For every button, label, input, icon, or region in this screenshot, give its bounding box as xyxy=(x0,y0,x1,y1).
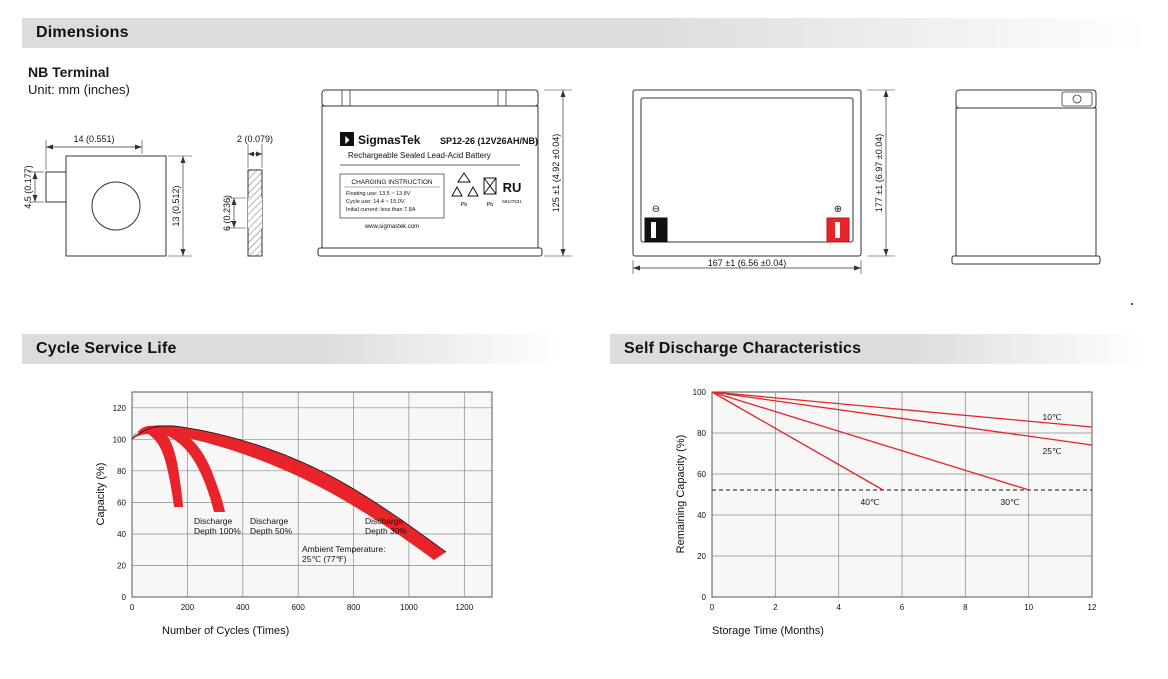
dim-battery-height: 125 ±1 (4.92 ±0.04) xyxy=(551,133,561,213)
dim-battery-depth: 177 ±1 (6.97 ±0.04) xyxy=(874,133,884,213)
cycle-ytick-100: 100 xyxy=(112,435,126,445)
chart-self-discharge xyxy=(612,372,1152,667)
figure-battery-front-view xyxy=(300,70,600,295)
cycle-xtick-1200: 1200 xyxy=(455,603,474,612)
self-ytick-40: 40 xyxy=(697,511,706,520)
section-title-dimensions: Dimensions xyxy=(36,24,129,41)
self-xtick-2: 2 xyxy=(773,603,778,612)
self-ytick-80: 80 xyxy=(697,429,706,438)
self-xtick-6: 6 xyxy=(899,603,905,612)
cycle-ytick-0: 0 xyxy=(121,593,126,602)
cycle-xtick-400: 400 xyxy=(236,603,250,612)
self-xtick-8: 8 xyxy=(963,603,968,612)
battery-model: SP12-26 (12V26AH/NB) xyxy=(440,136,539,146)
self-ytick-100: 100 xyxy=(692,388,706,397)
dim-side-left: 6 (0.236) xyxy=(222,194,232,232)
cycle-xtick-200: 200 xyxy=(180,603,195,612)
self-xtick-0: 0 xyxy=(709,603,715,612)
cycle-xtick-800: 800 xyxy=(346,603,361,612)
self-discharge-label-10c: 10℃ xyxy=(1042,412,1062,422)
figure-battery-top-view xyxy=(615,70,915,295)
dim-terminal-right: 13 (0.512) xyxy=(171,185,181,227)
cycle-xlabel: Number of Cycles (Times) xyxy=(162,625,290,637)
charging-instruction-line-1: Floating use: 13.5 ~ 13.8V xyxy=(346,191,411,197)
cycle-annotation-30-line2: Depth 30% xyxy=(365,526,408,536)
cycle-ytick-60: 60 xyxy=(117,498,126,508)
mark-file-number: MH27631 xyxy=(502,199,522,204)
self-ytick-0: 0 xyxy=(701,593,706,602)
cycle-annotation-100-line2: Depth 100% xyxy=(194,526,241,536)
unit-line: Unit: mm (inches) xyxy=(28,82,130,97)
battery-subtitle: Rechargeable Sealed Lead-Acid Battery xyxy=(348,151,491,160)
dim-terminal-left: 4.5 (0.177) xyxy=(23,165,33,209)
self-ytick-60: 60 xyxy=(697,470,706,479)
cycle-annotation-30-line1: Discharge xyxy=(365,516,404,526)
battery-brand: SigmasTek xyxy=(358,133,421,147)
dim-terminal-top: 14 (0.551) xyxy=(73,134,115,144)
section-header-self-discharge xyxy=(610,334,1146,364)
chart-cycle-service-life xyxy=(22,372,562,667)
charging-instruction-title: CHARGING INSTRUCTION xyxy=(351,179,433,186)
cycle-annotation-temp-line2: 25℃ (77℉) xyxy=(302,554,347,564)
dim-side-top: 2 (0.079) xyxy=(236,134,274,144)
self-xlabel: Storage Time (Months) xyxy=(712,625,824,637)
terminal-type-heading: NB Terminal xyxy=(28,64,110,80)
svg-text:⏵: ⏵ xyxy=(344,135,350,147)
charging-instruction-line-3: Initial current: less than 7.8A xyxy=(346,207,416,213)
self-xtick-10: 10 xyxy=(1024,603,1034,612)
cycle-ylabel: Capacity (%) xyxy=(95,462,107,526)
self-ytick-20: 20 xyxy=(697,552,706,561)
cycle-ytick-40: 40 xyxy=(117,530,126,539)
cycle-annotation-temp-line1: Ambient Temperature: xyxy=(302,544,386,554)
self-xtick-4: 4 xyxy=(836,603,841,612)
page-dot-mark xyxy=(1131,303,1133,305)
section-header-cycle-service-life xyxy=(22,334,558,364)
mark-ul: RU xyxy=(502,180,522,195)
section-title-self-discharge: Self Discharge Characteristics xyxy=(624,340,862,357)
cycle-annotation-100-line1: Discharge xyxy=(194,516,233,526)
cycle-ytick-80: 80 xyxy=(117,466,126,476)
section-header-dimensions xyxy=(22,18,1146,48)
terminal-positive-symbol: ⊕ xyxy=(833,204,843,215)
battery-website: www.sigmastek.com xyxy=(364,224,420,230)
self-discharge-label-30c: 30℃ xyxy=(1000,497,1020,507)
cycle-annotation-50-line2: Depth 50% xyxy=(250,526,293,536)
section-title-cycle-service-life: Cycle Service Life xyxy=(36,340,177,357)
cycle-xtick-600: 600 xyxy=(291,603,305,612)
self-ylabel: Remaining Capacity (%) xyxy=(675,434,687,554)
figure-battery-side-view xyxy=(940,70,1130,295)
cycle-annotation-50-line1: Discharge xyxy=(250,516,289,526)
terminal-negative-symbol: ⊖ xyxy=(651,204,661,215)
dim-battery-width: 167 ±1 (6.56 ±0.04) xyxy=(707,258,787,268)
mark-pb-1: Pb xyxy=(460,202,468,208)
cycle-xtick-0: 0 xyxy=(129,603,135,612)
cycle-xtick-1000: 1000 xyxy=(400,603,418,612)
cycle-ytick-120: 120 xyxy=(112,403,126,413)
ul-mark-icon xyxy=(502,180,522,204)
cycle-ytick-20: 20 xyxy=(117,561,126,571)
self-discharge-label-25c: 25℃ xyxy=(1042,446,1062,456)
self-discharge-label-40c: 40℃ xyxy=(860,497,880,507)
charging-instruction-line-2: Cycle use: 14.4 ~ 15.0V xyxy=(346,199,405,205)
mark-pb-2: Pb xyxy=(486,202,494,208)
figure-terminal-detail xyxy=(20,110,300,295)
self-xtick-12: 12 xyxy=(1087,603,1097,612)
